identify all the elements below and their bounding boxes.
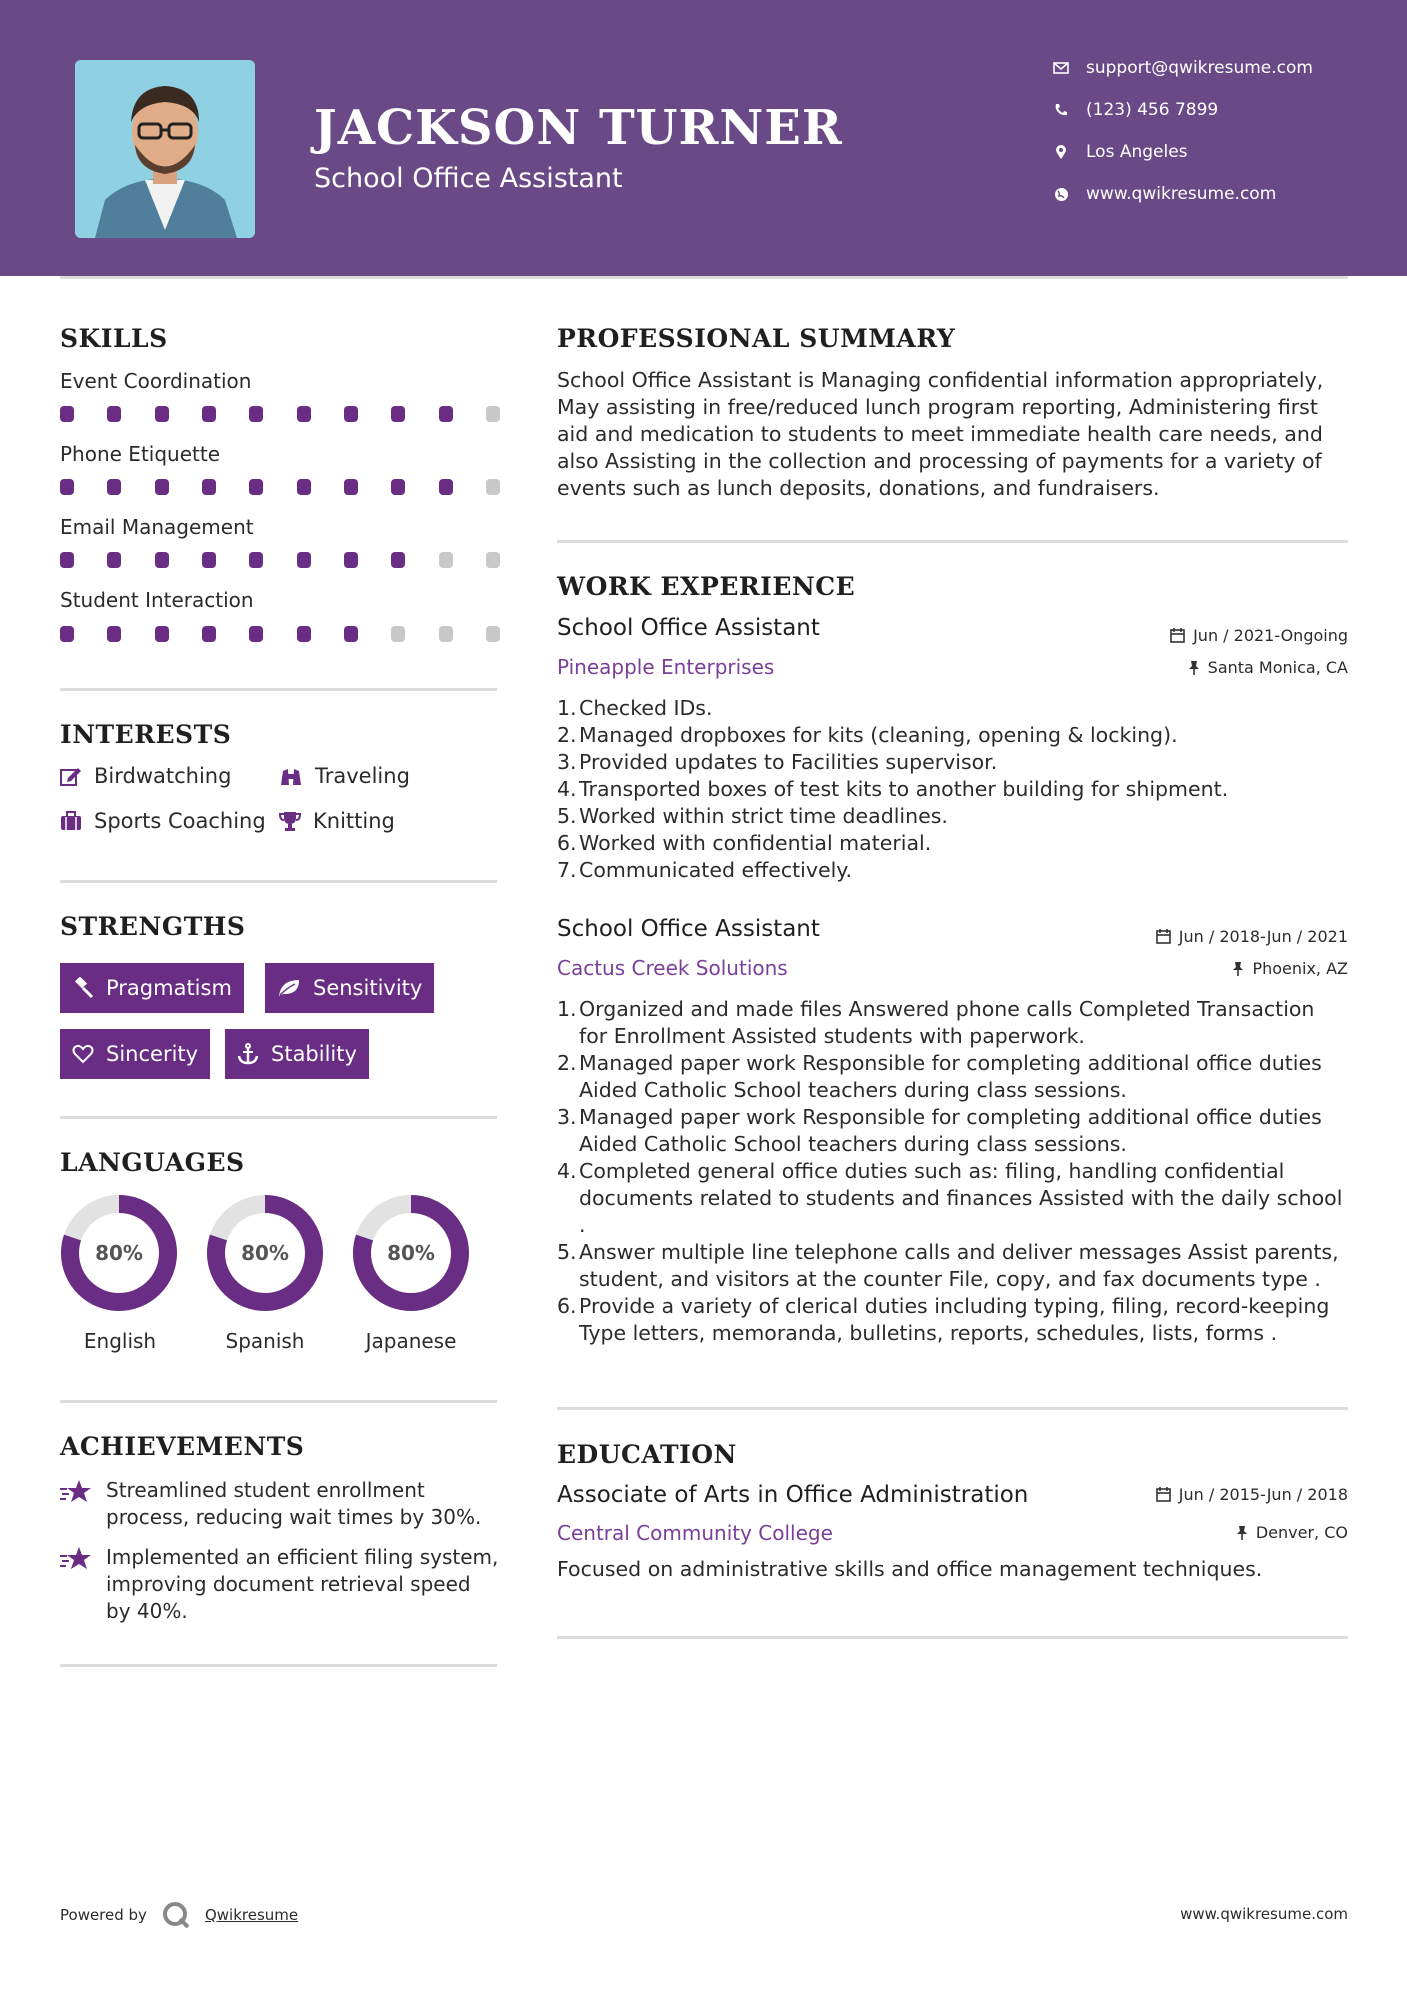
envelope-icon [1050,62,1072,74]
language-name: Spanish [225,1329,305,1353]
skill-dot [439,406,453,422]
skill-rating [60,479,500,495]
resume-header [0,0,1407,276]
skill-name: Email Management [60,515,254,539]
job-bullet: 5. Answer multiple line telephone calls and deliver messages Assist parents, student, and visitors at the counter File, copy, and fax documents type . [557,1240,1339,1291]
job-dates: Jun / 2021-Ongoing [1170,626,1348,645]
section-divider [60,1116,497,1119]
calendar-icon [1156,1487,1171,1502]
contact-phone[interactable]: (123) 456 7899 [1050,100,1218,120]
strength-tag: Stability [225,1029,369,1079]
education-title: EDUCATION [557,1440,737,1469]
skill-dot [107,406,121,422]
job-bullet: 4. Transported boxes of test kits to another building for shipment. [557,777,1229,801]
interest-item: Birdwatching [60,764,231,788]
language-gauge [205,1193,325,1317]
skill-dot [60,626,74,642]
education-location: Denver, CO [1236,1523,1348,1542]
skill-dot [155,552,169,568]
skill-dot [391,406,405,422]
job-bullets [557,695,1347,884]
skill-dot [391,626,405,642]
skill-dot [249,626,263,642]
edit-icon [60,766,82,786]
skill-dot [155,406,169,422]
section-divider [557,1407,1348,1410]
job-bullet: 6. Provide a variety of clerical duties including typing, filing, record-keeping Type letters, memoranda, bulletins, reports, schedules, lists, forms . [557,1294,1330,1345]
job-bullets [557,996,1347,1347]
job-dates: Jun / 2018-Jun / 2021 [1156,927,1348,946]
star-icon [60,1479,92,1505]
skill-dot [249,479,263,495]
skill-dot [107,479,121,495]
skill-dot [439,626,453,642]
footer-brand-link[interactable]: Qwikresume [204,1906,299,1924]
skill-dot [344,406,358,422]
section-divider [557,540,1348,543]
job-location: Santa Monica, CA [1188,658,1348,677]
experience-title: WORK EXPERIENCE [557,572,856,601]
calendar-icon [1156,929,1171,944]
globe-icon [1050,187,1072,202]
skill-dot [155,626,169,642]
skill-name: Event Coordination [60,369,252,393]
job-bullet: 2. Managed dropboxes for kits (cleaning, opening & locking). [557,723,1178,747]
candidate-role: School Office Assistant [314,163,623,194]
svg-text:80%: 80% [241,1241,289,1265]
education-school: Central Community College [557,1521,833,1545]
job-bullet: 1. Organized and made files Answered phone calls Completed Transaction for Enrollment Assisted students with paperwork. [557,997,1315,1048]
skill-dot [297,626,311,642]
contact-location: Los Angeles [1050,142,1188,162]
interest-item: Traveling [279,764,410,788]
svg-text:80%: 80% [387,1241,435,1265]
profile-photo [75,60,255,238]
skill-name: Student Interaction [60,588,254,612]
skill-dot [60,552,74,568]
location-pin-icon [1050,144,1072,160]
footer-url[interactable]: www.qwikresume.com [1180,1905,1348,1923]
candidate-name: JACKSON TURNER [314,100,843,156]
skill-dot [391,552,405,568]
skill-dot [297,552,311,568]
education-description: Focused on administrative skills and office management techniques. [557,1557,1263,1581]
language-gauge [351,1193,471,1317]
job-bullet: 1. Checked IDs. [557,696,713,720]
skill-dot [60,479,74,495]
skill-dot [344,479,358,495]
skill-dot [439,479,453,495]
footer-powered-by: Powered by Qwikresume [60,1900,298,1930]
job-title: School Office Assistant [557,916,820,942]
skill-dot [486,626,500,642]
job-bullet: 6. Worked with confidential material. [557,831,932,855]
skill-dot [202,626,216,642]
star-icon [60,1546,92,1572]
summary-text: School Office Assistant is Managing confidential information appropriately, May assisting in free/reduced lunch program reporting, Administering first aid and medication to students to meet immediate health care needs, and also Assisting in the collection and processing of payments for a variety of events such as lunch deposits, donations, and fundraisers. [557,368,1324,500]
job-bullet: 2. Managed paper work Responsible for completing additional office duties Aided Catholic School teachers during class sessions. [557,1051,1322,1102]
skill-dot [486,406,500,422]
section-divider [60,1664,497,1667]
calendar-icon [1170,628,1185,643]
skill-dot [202,479,216,495]
skill-dot [486,552,500,568]
skill-dot [60,406,74,422]
phone-icon [1050,103,1072,117]
language-gauge [59,1193,179,1317]
anchor-icon [237,1043,259,1065]
skills-title: SKILLS [60,324,168,353]
gavel-icon [72,977,94,999]
strength-tag: Pragmatism [60,963,244,1013]
qwikresume-logo-icon [161,1900,191,1930]
job-bullet: 4. Completed general office duties such as: filing, handling confidential documents related to students and finances Assisted with the daily school . [557,1159,1343,1237]
section-divider [60,1400,497,1403]
skill-dot [107,552,121,568]
skill-rating [60,626,500,642]
strength-tag: Sensitivity [265,963,434,1013]
pushpin-icon [1188,660,1200,675]
job-bullet: 7. Communicated effectively. [557,858,853,882]
briefcase-icon [60,811,82,831]
header-divider [60,276,1348,279]
contact-website[interactable]: www.qwikresume.com [1050,184,1276,204]
achievements-title: ACHIEVEMENTS [60,1432,305,1461]
skill-dot [486,479,500,495]
binoculars-icon [279,766,303,786]
job-company: Pineapple Enterprises [557,655,775,679]
skill-dot [249,406,263,422]
skill-dot [297,479,311,495]
skill-rating [60,552,500,568]
language-name: English [83,1329,157,1353]
skill-dot [344,626,358,642]
achievement-item: Implemented an efficient filing system, improving document retrieval speed by 40%. [60,1544,500,1625]
svg-text:80%: 80% [95,1241,143,1265]
skill-dot [391,479,405,495]
skill-dot [202,552,216,568]
education-degree: Associate of Arts in Office Administration [557,1482,1029,1508]
job-company: Cactus Creek Solutions [557,956,788,980]
section-divider [557,1636,1348,1639]
contact-email[interactable]: support@qwikresume.com [1050,58,1313,78]
interests-title: INTERESTS [60,720,232,749]
skill-dot [297,406,311,422]
section-divider [60,688,497,691]
pushpin-icon [1232,961,1244,976]
job-bullet: 5. Worked within strict time deadlines. [557,804,948,828]
achievement-item: Streamlined student enrollment process, reducing wait times by 30%. [60,1477,500,1531]
skill-dot [107,626,121,642]
heart-icon [72,1044,94,1064]
leaf-icon [277,978,301,998]
education-dates: Jun / 2015-Jun / 2018 [1156,1485,1348,1504]
language-name: Japanese [365,1329,457,1353]
job-bullet: 3. Provided updates to Facilities supervisor. [557,750,998,774]
skill-dot [439,552,453,568]
languages-title: LANGUAGES [60,1148,245,1177]
skill-dot [249,552,263,568]
skill-rating [60,406,500,422]
section-divider [60,880,497,883]
skill-dot [344,552,358,568]
job-title: School Office Assistant [557,615,820,641]
pushpin-icon [1236,1525,1248,1540]
summary-title: PROFESSIONAL SUMMARY [557,324,956,353]
strength-tag: Sincerity [60,1029,210,1079]
skill-name: Phone Etiquette [60,442,221,466]
skill-dot [202,406,216,422]
strengths-title: STRENGTHS [60,912,246,941]
trophy-icon [279,811,301,831]
interest-item: Sports Coaching [60,809,266,833]
interest-item: Knitting [279,809,395,833]
skill-dot [155,479,169,495]
job-location: Phoenix, AZ [1232,959,1348,978]
job-bullet: 3. Managed paper work Responsible for completing additional office duties Aided Catholic School teachers during class sessions. [557,1105,1322,1156]
